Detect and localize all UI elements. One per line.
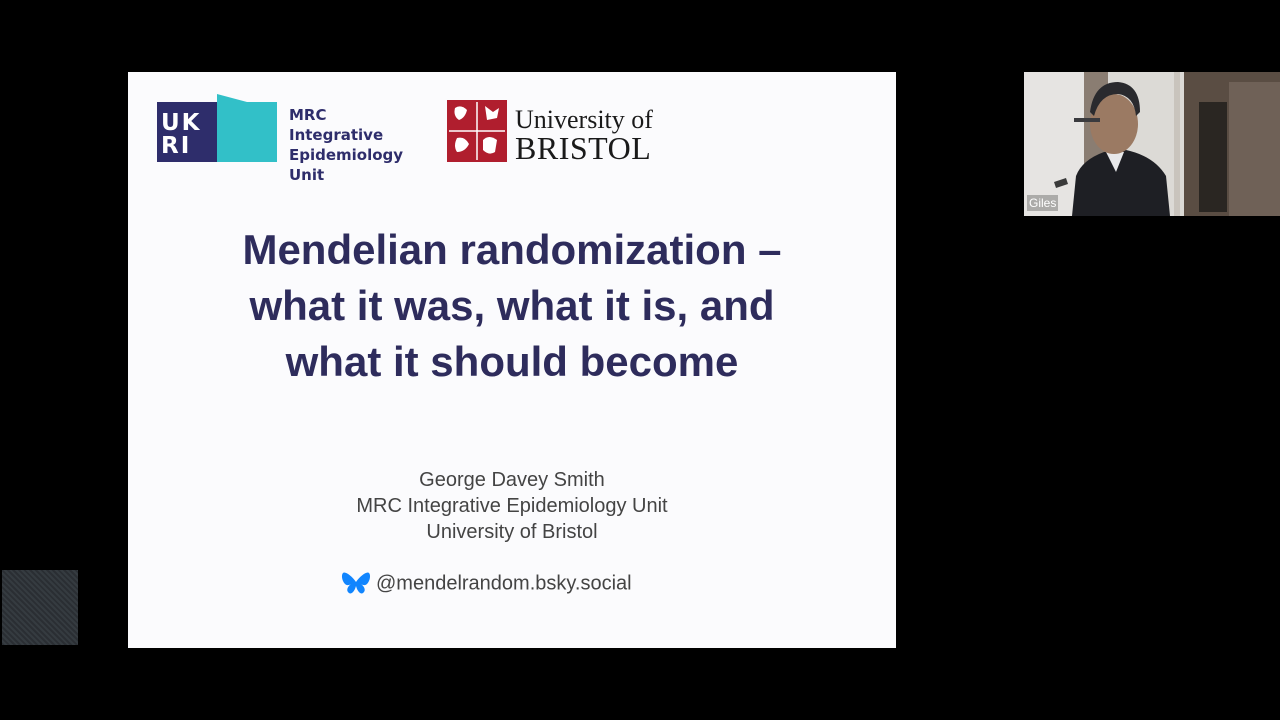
- ukri-block: [157, 102, 217, 162]
- butterfly-icon: [341, 571, 371, 597]
- mrc-unit-name: [289, 105, 419, 185]
- self-view-thumbnail[interactable]: [2, 570, 78, 645]
- participant-video-feed: [1024, 72, 1280, 216]
- slide-title-line: what it was, what it is, and: [249, 282, 775, 329]
- participant-name-label: Giles: [1029, 196, 1057, 210]
- bristol-logo-line2: BRISTOL: [515, 130, 652, 166]
- ukri-mrc-logo: [157, 94, 419, 184]
- bristol-logo-line1: University of: [515, 105, 653, 134]
- slide-title-line: what it should become: [285, 338, 739, 385]
- ukri-teal-block: [217, 102, 277, 162]
- university-of-bristol-logo: [447, 100, 657, 166]
- shared-slide: [128, 72, 896, 648]
- author-affiliation: MRC Integrative Epidemiology Unit: [356, 495, 668, 517]
- mrc-unit-line: Unit: [289, 166, 325, 184]
- slide-title-line: Mendelian randomization –: [242, 226, 782, 273]
- participant-video-tile[interactable]: [1024, 72, 1280, 216]
- slide-title: [128, 222, 896, 390]
- author-institution: University of Bristol: [426, 521, 598, 543]
- ukri-letters-bottom: RI: [161, 133, 192, 159]
- social-handle-row: [341, 569, 632, 597]
- social-handle[interactable]: @mendelrandom.bsky.social: [376, 572, 632, 595]
- author-block: [128, 467, 896, 545]
- author-name: George Davey Smith: [419, 469, 605, 491]
- mrc-unit-line: MRC Integrative: [289, 106, 384, 144]
- mrc-unit-line: Epidemiology: [289, 146, 404, 164]
- bristol-crest-icon: [447, 100, 507, 162]
- ukri-letters-top: UK: [161, 110, 202, 136]
